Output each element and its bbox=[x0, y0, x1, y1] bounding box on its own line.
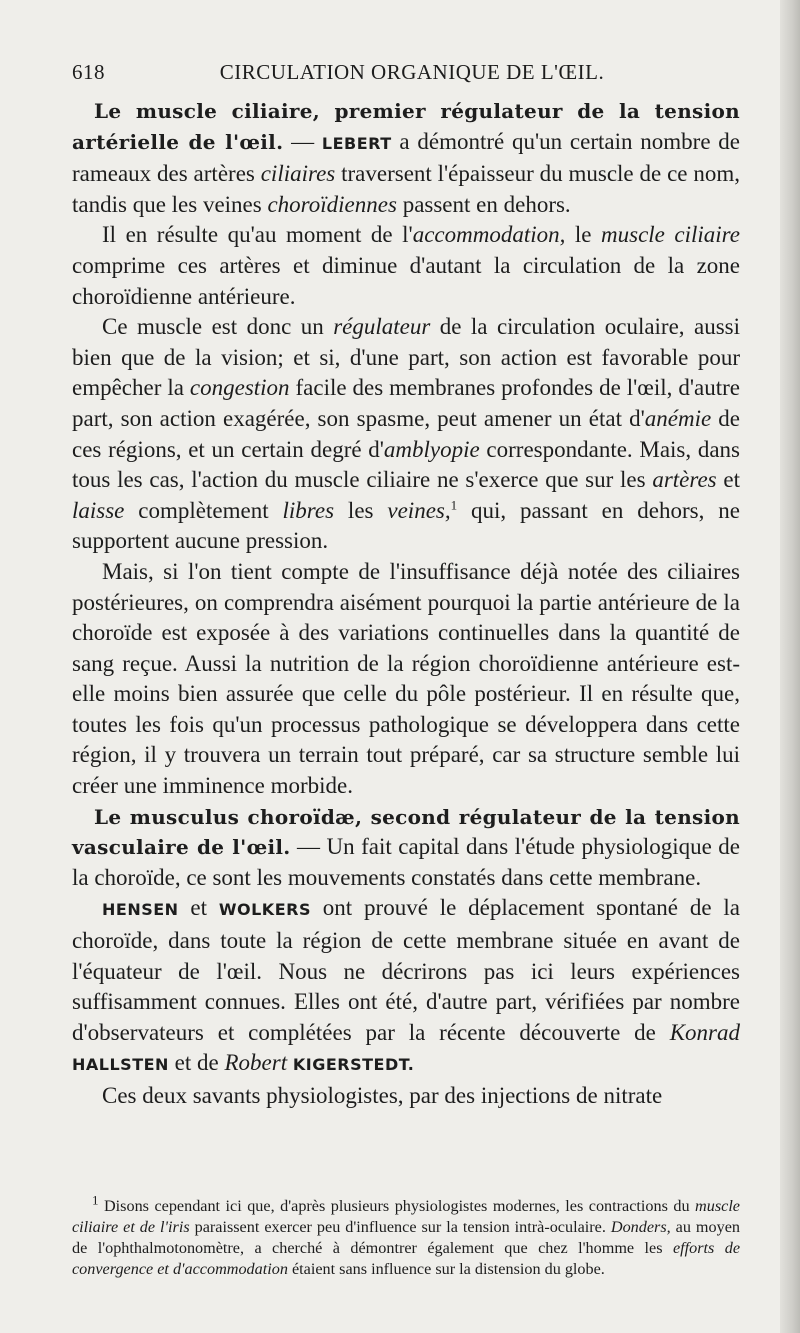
author-name: WOLKERS bbox=[218, 900, 311, 920]
italic-term: choroïdiennes bbox=[267, 191, 397, 217]
paragraph-musculus-choroidae bbox=[72, 802, 740, 894]
italic-term: efforts de convergence et d'accommodation bbox=[72, 1239, 741, 1278]
italic-term: régulateur bbox=[333, 314, 431, 340]
text-run: a démontré qu'un certain nombre de rameaux des artères bbox=[72, 128, 740, 187]
author-name: LEBERT bbox=[321, 133, 392, 153]
paragraph bbox=[72, 312, 740, 557]
text-run: ont prouvé le déplacement spontané de la choroïde, dans toute la région de cette membrane située en avant de l'équateur de l'œil. Nous ne décrirons pas ici leurs expériences suffisamment connues. Elles ont été, d'autre part, vérifiées par nombre d'observateurs et complétées par la récente découverte de bbox=[72, 895, 740, 1045]
text-run: le bbox=[565, 222, 602, 248]
text-run: les bbox=[334, 497, 388, 523]
text-run: et bbox=[178, 895, 219, 921]
text-run: complètement bbox=[124, 497, 283, 523]
italic-term: libres bbox=[282, 497, 335, 523]
italic-term: laisse bbox=[72, 497, 125, 523]
text-run: correspondante. Mais, dans tous les cas, l'action du muscle ciliaire ne s'exerce que sur les bbox=[72, 436, 740, 493]
text-run: — Un fait capital dans l'étude physiologique de la choroïde, ce sont les mouvements constatés dans cette membrane. bbox=[72, 834, 741, 890]
running-title: CIRCULATION ORGANIQUE DE L'ŒIL. bbox=[219, 60, 605, 84]
italic-term: muscle ciliaire et de l'iris bbox=[72, 1197, 740, 1236]
text-run: Disons cependant ici que, d'après plusieurs physiologistes modernes, les contractions du bbox=[98, 1197, 696, 1215]
text-run: de la circulation oculaire, aussi bien que de la vision; et si, d'une part, son action est favorable pour empêcher la bbox=[72, 314, 740, 401]
paragraph: Ces deux savants physiologistes, par des injections de nitrate bbox=[102, 1083, 663, 1108]
text-run: Ce muscle est donc un bbox=[102, 314, 334, 340]
page-edge bbox=[780, 0, 800, 1333]
text-run: étaient sans influence sur la distension du globe. bbox=[287, 1260, 605, 1278]
italic-term: muscle ciliaire bbox=[601, 222, 740, 248]
footnote-marker: 1 bbox=[450, 497, 458, 513]
dash: — bbox=[283, 128, 322, 154]
text-run: paraissent exercer peu d'influence sur la tension intrà-oculaire. bbox=[189, 1218, 611, 1236]
text-run: au moyen de l'ophthalmotonomètre, a cherché à démontrer également que chez l'homme les bbox=[72, 1218, 740, 1257]
section-heading-choroidae: Le musculus choroïdæ, second régulateur de la tension vasculaire de l'œil. bbox=[72, 804, 740, 860]
section-heading-ciliary: Le muscle ciliaire, premier régulateur de la tension artérielle de l'œil. bbox=[72, 99, 740, 154]
author-name: HALLSTEN bbox=[72, 1055, 169, 1075]
text-run: de ces régions, et un certain degré d' bbox=[72, 405, 740, 462]
paragraph-ciliary-muscle bbox=[72, 96, 740, 220]
footnote bbox=[72, 1192, 741, 1280]
text-run: Il en résulte qu'au moment de l' bbox=[102, 222, 413, 248]
text-run: qui, passant en dehors, ne supportent aucune pression. bbox=[72, 497, 740, 554]
italic-term: Robert bbox=[224, 1050, 288, 1076]
text-run: et bbox=[716, 467, 740, 493]
text-run: facile des membranes profondes de l'œil, d'autre part, son action exagérée, son spasme, peut amener un état d' bbox=[72, 375, 740, 431]
text-run: et de bbox=[168, 1050, 225, 1076]
paragraph bbox=[72, 220, 740, 312]
page-number: 618 bbox=[72, 60, 105, 84]
italic-term: accommodation, bbox=[412, 222, 566, 248]
footnote-number: 1 bbox=[92, 1192, 99, 1208]
text-run: comprime ces artères et diminue d'autant la circulation de la zone choroïdienne antérieure. bbox=[72, 252, 740, 309]
italic-term: anémie bbox=[644, 405, 712, 431]
footnote-text bbox=[72, 1192, 741, 1280]
italic-term: Donders, bbox=[610, 1218, 671, 1236]
paragraph: Mais, si l'on tient compte de l'insuffisance déjà notée des ciliaires postérieures, on comprendra aisément pourquoi la partie antérieure de la choroïde est exposée à des variations continuelles dans la quantité de sang reçue. Aussi la nutrition de la région choroïdienne antérieure est-elle moins bien assurée que celle du pôle postérieur. Il en résulte que, toutes les fois qu'un processus pathologique se développera dans cette région, il y trouvera un terrain tout préparé, car sa structure semble lui créer une imminence morbide. bbox=[72, 558, 740, 799]
body-text bbox=[72, 96, 740, 1112]
italic-term: ciliaires bbox=[260, 161, 336, 187]
italic-term: congestion bbox=[189, 375, 290, 401]
author-name: KIGERSTEDT. bbox=[292, 1055, 415, 1075]
author-name: HENSEN bbox=[102, 900, 179, 920]
text-run: passent en dehors. bbox=[396, 191, 571, 217]
italic-term: Konrad bbox=[669, 1019, 740, 1045]
italic-term: artères bbox=[652, 467, 717, 493]
text-run: traversent l'épaisseur du muscle de ce nom, tandis que les veines bbox=[72, 161, 740, 217]
paragraph bbox=[72, 893, 740, 1081]
italic-term: amblyopie bbox=[383, 436, 480, 462]
italic-term: veines, bbox=[387, 497, 451, 523]
